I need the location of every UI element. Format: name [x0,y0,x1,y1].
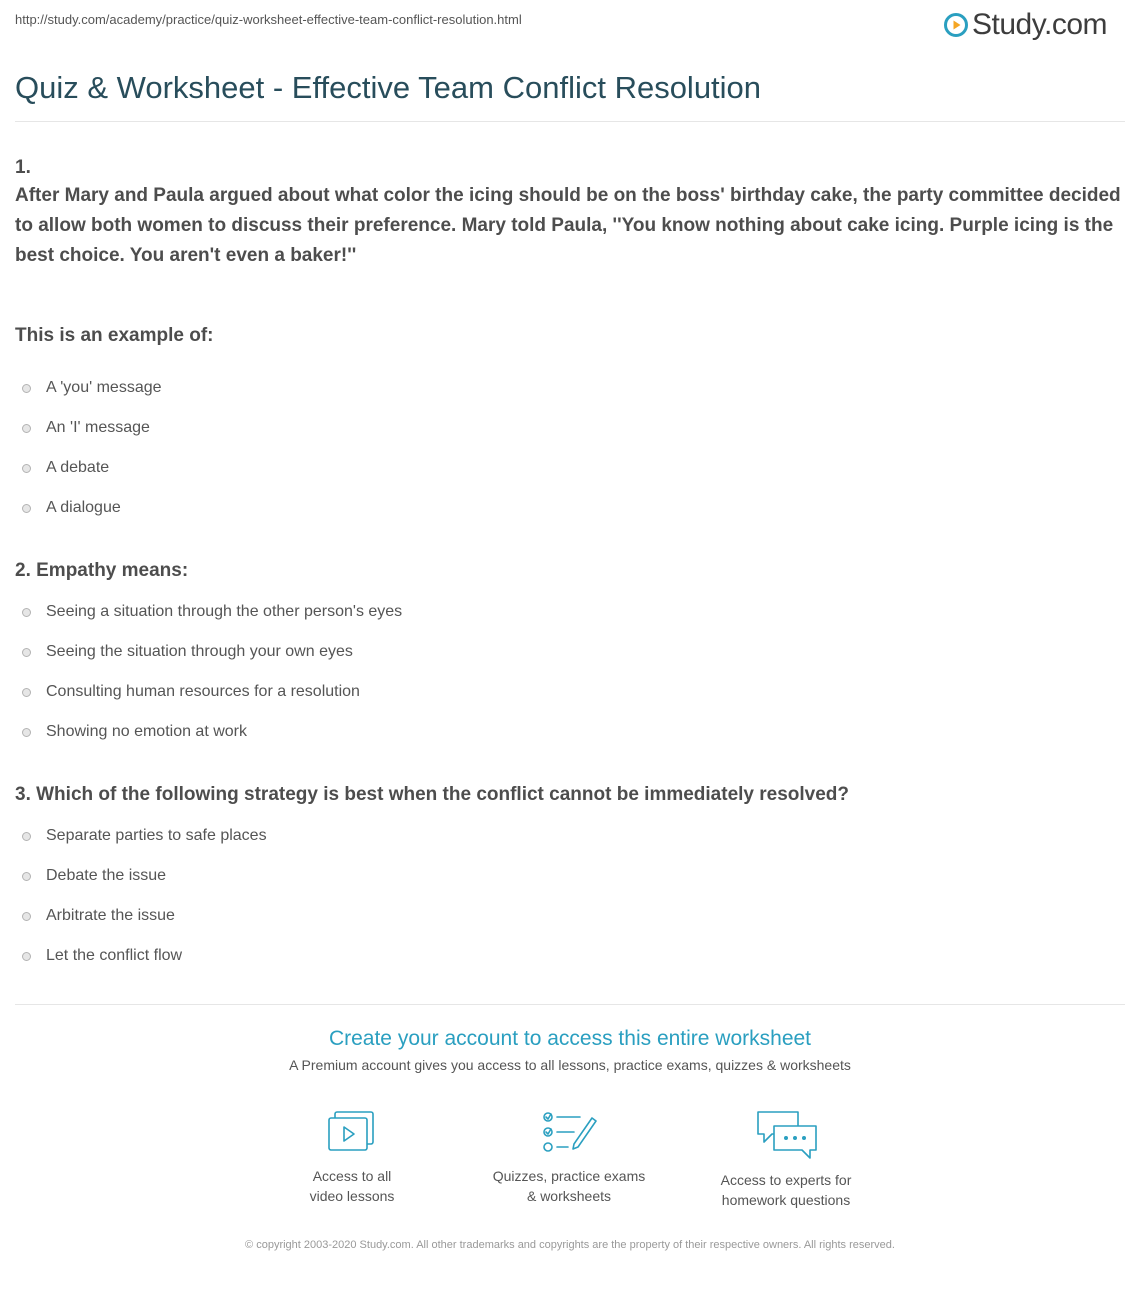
create-account-link[interactable]: Create your account to access this entire worksheet [328,1027,812,1050]
answer-option[interactable] [22,497,121,519]
feature-label: Quizzes, practice exams & worksheets [492,1168,646,1204]
answer-option[interactable] [22,905,175,927]
study-logo[interactable] [944,6,1107,44]
answer-option[interactable] [22,865,166,887]
answer-label: Consulting human resources for a resolution [46,683,360,700]
radio-button[interactable] [22,464,31,473]
answer-label: An 'I' message [46,419,150,436]
video-lessons-icon [325,1108,379,1156]
cta-subtitle: A Premium account gives you access to all lessons, practice exams, quizzes & worksheets [289,1057,851,1073]
chat-bubbles-icon [754,1108,818,1160]
radio-button[interactable] [22,912,31,921]
question-3-text: 3. Which of the following strategy is best when the conflict cannot be immediately resolved? [15,784,850,805]
radio-button[interactable] [22,688,31,697]
quiz-checklist-icon [540,1108,598,1156]
answer-label: Showing no emotion at work [46,723,247,740]
play-circle-icon [944,13,968,37]
answer-label: Debate the issue [46,867,167,884]
page-url: http://study.com/academy/practice/quiz-worksheet-effective-team-conflict-resolution.html [15,12,522,27]
radio-button[interactable] [22,872,31,881]
answer-option[interactable] [22,601,402,623]
feature-experts [686,1108,886,1210]
answer-option[interactable] [22,681,360,703]
answer-option[interactable] [22,945,182,967]
answer-label: A debate [46,459,110,476]
section-divider [15,1004,1125,1005]
title-divider [15,121,1125,122]
answer-label: Seeing the situation through your own eyes [46,643,353,660]
copyright-notice: © copyright 2003-2020 Study.com. All other trademarks and copyrights are the property of their respective owners. All rights reserved. [245,1239,895,1251]
answer-option[interactable] [22,641,353,663]
radio-button[interactable] [22,832,31,841]
radio-button[interactable] [22,504,31,513]
question-1-prompt: This is an example of: [15,325,214,346]
radio-button[interactable] [22,728,31,737]
answer-label: Let the conflict flow [46,947,183,964]
page-title: Quiz & Worksheet - Effective Team Conflict Resolution [15,70,762,105]
radio-button[interactable] [22,648,31,657]
question-2-text: 2. Empathy means: [15,560,189,581]
answer-option[interactable] [22,377,162,399]
logo-text: Study.com [972,8,1107,41]
answer-label: Arbitrate the issue [46,907,175,924]
feature-video-lessons [252,1108,452,1206]
answer-option[interactable] [22,457,109,479]
feature-label: Access to experts for homework questions [720,1172,852,1208]
question-1-number: 1. [15,157,31,178]
answer-label: A 'you' message [46,379,162,396]
answer-label: Separate parties to safe places [46,827,267,844]
answer-option[interactable] [22,825,267,847]
feature-quizzes [469,1108,669,1206]
radio-button[interactable] [22,952,31,961]
question-1-text: After Mary and Paula argued about what color the icing should be on the boss' birthday cake, the party committee decided to allow both women to discuss their preference. Mary told Paula, ''You know nothing about cake icing. Purple icing is the best choice. You aren't even a baker!'' [15,185,1121,266]
answer-option[interactable] [22,721,247,743]
answer-label: Seeing a situation through the other person's eyes [46,603,403,620]
radio-button[interactable] [22,384,31,393]
radio-button[interactable] [22,608,31,617]
answer-label: A dialogue [46,499,121,516]
radio-button[interactable] [22,424,31,433]
feature-label: Access to all video lessons [309,1168,395,1204]
answer-option[interactable] [22,417,150,439]
